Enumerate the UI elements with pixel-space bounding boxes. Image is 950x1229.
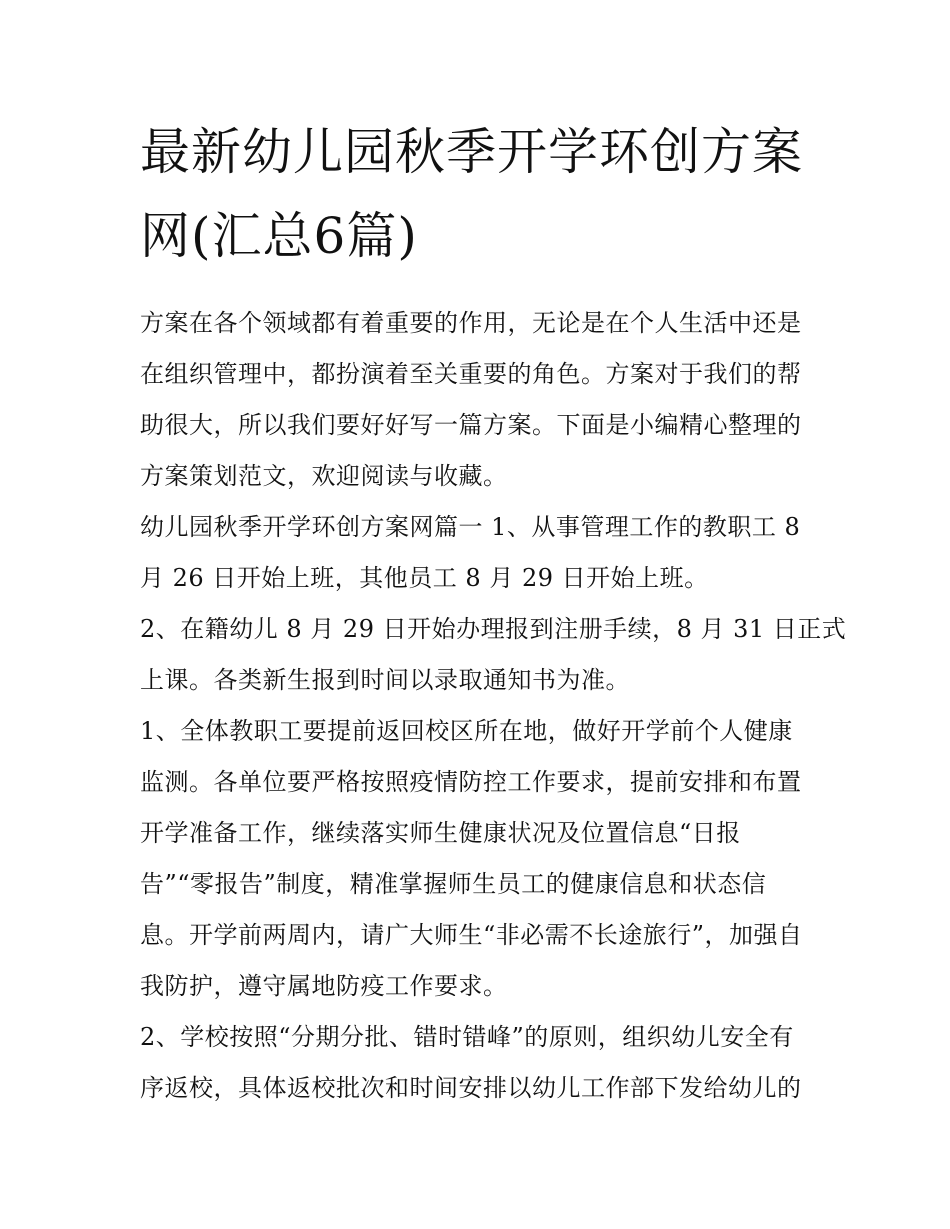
text-line: 监测。各单位要严格按照疫情防控工作要求，提前安排和布置 xyxy=(140,768,802,796)
text-line: 告”“零报告”制度，精准掌握师生员工的健康信息和状态信 xyxy=(140,870,767,898)
text-line: 1、全体教职工要提前返回校区所在地，做好开学前个人健康 xyxy=(140,717,793,745)
text-line: 幼儿园秋季开学环创方案网篇一 1、从事管理工作的教职工 8 xyxy=(140,513,801,541)
text-line: 开学准备工作，继续落实师生健康状况及位置信息“日报 xyxy=(140,819,741,847)
document-body xyxy=(140,298,847,1114)
text-line: 我防护，遵守属地防疫工作要求。 xyxy=(140,972,508,1000)
title-line: 最新幼儿园秋季开学环创方案 xyxy=(140,123,803,181)
text-line: 2、在籍幼儿 8 月 29 日开始办理报到注册手续，8 月 31 日正式 xyxy=(140,615,847,643)
staff-return-paragraph xyxy=(140,706,820,1012)
intro-paragraph xyxy=(140,298,820,502)
text-line: 在组织管理中，都扮演着至关重要的角色。方案对于我们的帮 xyxy=(140,360,802,388)
text-line: 方案在各个领域都有着重要的作用，无论是在个人生活中还是 xyxy=(140,309,802,337)
text-line: 方案策划范文，欢迎阅读与收藏。 xyxy=(140,462,508,490)
registration-paragraph xyxy=(140,604,847,706)
text-line: 助很大，所以我们要好好写一篇方案。下面是小编精心整理的 xyxy=(140,411,802,439)
text-line: 息。开学前两周内，请广大师生“非必需不长途旅行”，加强自 xyxy=(140,921,803,949)
section-one-paragraph xyxy=(140,502,820,604)
title-line: 网(汇总6篇) xyxy=(140,207,418,265)
text-line: 2、学校按照“分期分批、错时错峰”的原则，组织幼儿安全有 xyxy=(140,1023,794,1051)
text-line: 序返校，具体返校批次和时间安排以幼儿工作部下发给幼儿的 xyxy=(140,1074,802,1102)
child-return-paragraph xyxy=(140,1012,820,1114)
text-line: 上课。各类新生报到时间以录取通知书为准。 xyxy=(140,666,630,694)
document-title xyxy=(140,110,820,278)
document-page xyxy=(140,110,847,1114)
text-line: 月 26 日开始上班，其他员工 8 月 29 日开始上班。 xyxy=(140,564,709,592)
